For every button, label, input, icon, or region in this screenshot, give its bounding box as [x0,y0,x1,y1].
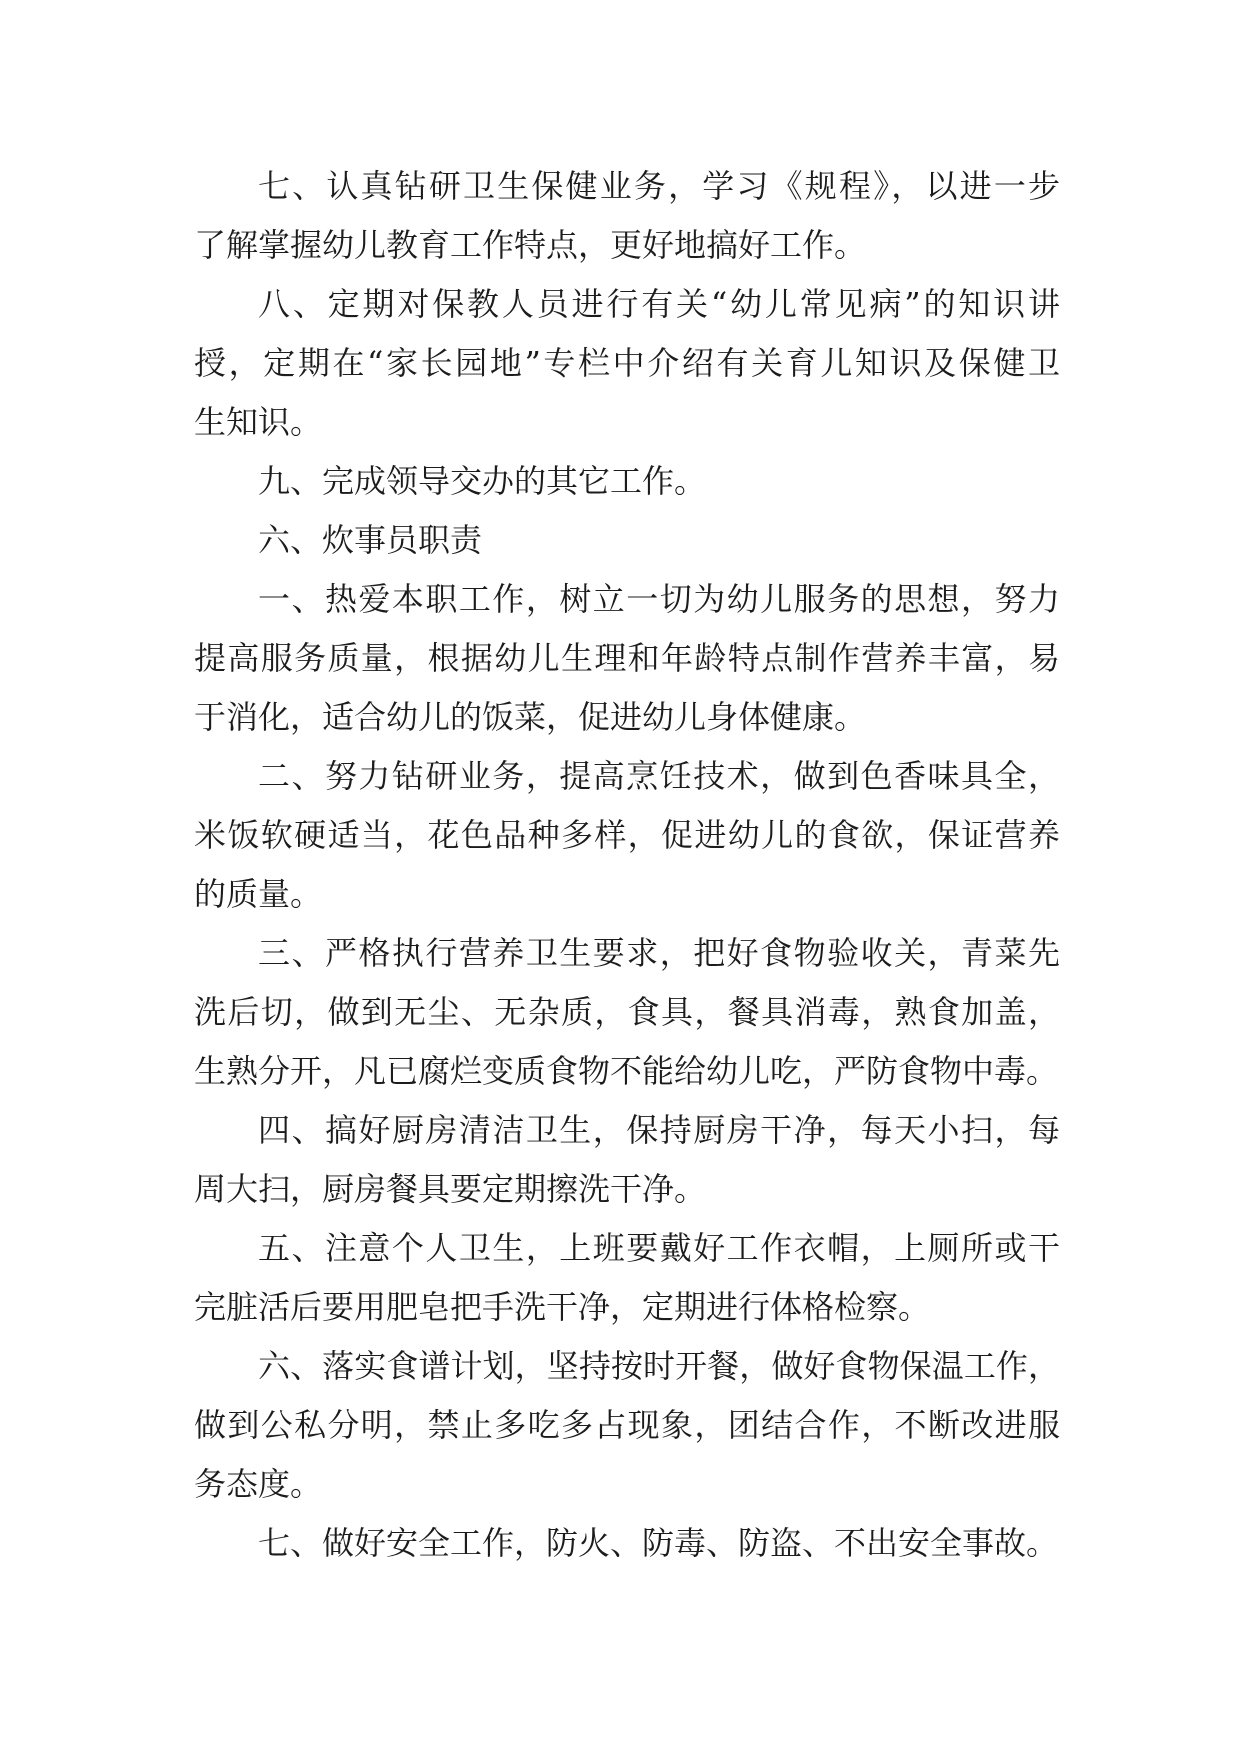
text-line: 生知识。 [194,403,323,441]
text-line: 的质量。 [194,875,323,913]
text-line: 洗后切，做到无尘、无杂质，食具，餐具消毒，熟食加盖， [194,993,1060,1031]
text-line: 授，定期在“家长园地”专栏中介绍有关育儿知识及保健卫 [194,344,1060,382]
paragraph [194,157,1060,275]
paragraph [194,747,1060,924]
paragraph [194,1514,1060,1573]
text-line: 做到公私分明，禁止多吃多占现象，团结合作，不断改进服 [194,1406,1060,1444]
paragraph [194,1101,1060,1219]
text-line: 完脏活后要用肥皂把手洗干净，定期进行体格检察。 [194,1288,931,1326]
text-line: 了解掌握幼儿教育工作特点，更好地搞好工作。 [194,226,867,264]
paragraph [194,275,1060,452]
paragraph [194,511,1060,570]
paragraph [194,570,1060,747]
paragraph [194,1219,1060,1337]
paragraph [194,452,1060,511]
text-line: 米饭软硬适当，花色品种多样，促进幼儿的食欲，保证营养 [194,816,1060,854]
document-body [194,157,1060,1573]
text-line: 务态度。 [194,1465,323,1503]
text-line: 七、认真钻研卫生保健业务，学习《规程》，以进一步 [258,167,1060,205]
text-line: 八、定期对保教人员进行有关“幼儿常见病”的知识讲 [258,285,1060,323]
text-line: 三、严格执行营养卫生要求，把好食物验收关，青菜先 [258,934,1060,972]
text-line: 于消化，适合幼儿的饭菜，促进幼儿身体健康。 [194,698,867,736]
text-line: 提高服务质量，根据幼儿生理和年龄特点制作营养丰富，易 [194,639,1060,677]
text-line: 四、搞好厨房清洁卫生，保持厨房干净，每天小扫，每 [258,1111,1060,1149]
text-line: 九、完成领导交办的其它工作。 [258,462,707,500]
text-line: 七、做好安全工作，防火、防毒、防盗、不出安全事故。 [258,1524,1059,1562]
text-line: 生熟分开，凡已腐烂变质食物不能给幼儿吃，严防食物中毒。 [194,1052,1059,1090]
text-line: 六、炊事员职责 [258,521,483,559]
text-line: 二、努力钻研业务，提高烹饪技术，做到色香味具全， [258,757,1060,795]
paragraph [194,1337,1060,1514]
text-line: 六、落实食谱计划，坚持按时开餐，做好食物保温工作， [258,1347,1060,1385]
text-line: 周大扫，厨房餐具要定期擦洗干净。 [194,1170,707,1208]
text-line: 五、注意个人卫生，上班要戴好工作衣帽，上厕所或干 [258,1229,1060,1267]
paragraph [194,924,1060,1101]
text-line: 一、热爱本职工作，树立一切为幼儿服务的思想，努力 [258,580,1060,618]
